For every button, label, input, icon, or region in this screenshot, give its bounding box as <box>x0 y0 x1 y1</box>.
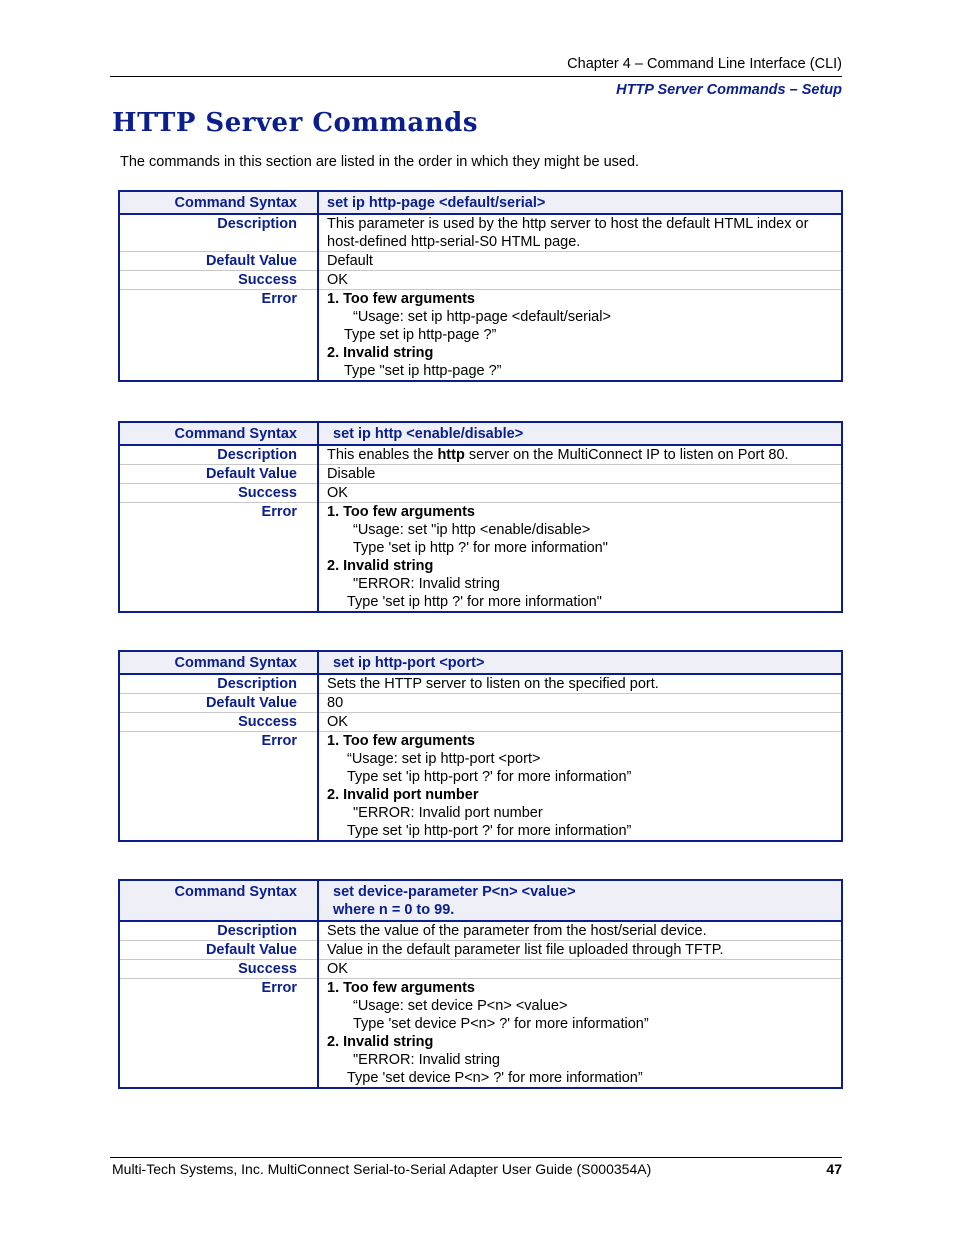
label-error: Error <box>119 732 318 842</box>
error-line: “Usage: set ip http-page <default/serial> <box>353 309 611 325</box>
label-default-value: Default Value <box>119 252 318 271</box>
command-syntax: set ip http-port <port> <box>318 651 842 674</box>
success-value: OK <box>318 484 842 503</box>
label-command-syntax: Command Syntax <box>119 651 318 674</box>
footer-text: Multi-Tech Systems, Inc. MultiConnect Serial-to-Serial Adapter User Guide (S000354A) <box>112 1161 652 1177</box>
error-line: “Usage: set "ip http <enable/disable> <box>353 522 591 538</box>
command-table-device-parameter <box>118 879 843 1089</box>
default-value: Disable <box>318 465 842 484</box>
error-item: 2. Invalid string <box>327 1034 434 1050</box>
error-line: Type set 'ip http-port ?' for more information” <box>347 823 632 839</box>
label-default-value: Default Value <box>119 465 318 484</box>
label-success: Success <box>119 484 318 503</box>
description-value <box>318 445 842 465</box>
error-line: “Usage: set device P<n> <value> <box>353 998 568 1014</box>
description-bold: http <box>437 447 465 463</box>
label-description: Description <box>119 921 318 941</box>
command-syntax <box>318 880 842 921</box>
label-error: Error <box>119 503 318 613</box>
intro-text: The commands in this section are listed in the order in which they might be used. <box>120 154 640 170</box>
label-command-syntax: Command Syntax <box>119 880 318 921</box>
header-chapter: Chapter 4 – Command Line Interface (CLI) <box>567 56 842 72</box>
label-default-value: Default Value <box>119 694 318 713</box>
label-command-syntax: Command Syntax <box>119 191 318 214</box>
page-number: 47 <box>826 1161 842 1177</box>
default-value: Value in the default parameter list file uploaded through TFTP. <box>318 941 842 960</box>
error-line: Type 'set ip http ?' for more information" <box>353 540 608 556</box>
error-line: Type 'set device P<n> ?' for more information” <box>347 1070 643 1086</box>
error-list <box>318 732 842 842</box>
header-rule <box>110 76 842 77</box>
label-error: Error <box>119 290 318 382</box>
description-value: This parameter is used by the http server to host the default HTML index or host-defined http-serial-S0 HTML page. <box>318 214 842 252</box>
error-line: Type "set ip http-page ?” <box>344 363 502 379</box>
description-text: server on the MultiConnect IP to listen on Port 80. <box>464 447 789 463</box>
error-item: 2. Invalid string <box>327 558 434 574</box>
error-line: Type set ip http-page ?” <box>344 327 497 343</box>
error-list <box>318 979 842 1089</box>
command-syntax-line: set device-parameter P<n> <value> <box>333 884 576 900</box>
command-syntax-line: where n = 0 to 99. <box>333 902 455 918</box>
command-syntax: set ip http <enable/disable> <box>318 422 842 445</box>
label-description: Description <box>119 445 318 465</box>
default-value: 80 <box>318 694 842 713</box>
description-text: This enables the <box>327 447 438 463</box>
error-line: "ERROR: Invalid string <box>353 576 500 592</box>
success-value: OK <box>318 960 842 979</box>
description-value: Sets the HTTP server to listen on the specified port. <box>318 674 842 694</box>
label-error: Error <box>119 979 318 1089</box>
label-description: Description <box>119 214 318 252</box>
command-table-http-port <box>118 650 843 842</box>
command-syntax: set ip http-page <default/serial> <box>318 191 842 214</box>
error-line: Type 'set device P<n> ?' for more information” <box>353 1016 649 1032</box>
error-line: "ERROR: Invalid port number <box>353 805 543 821</box>
error-item: 1. Too few arguments <box>327 291 475 307</box>
error-item: 1. Too few arguments <box>327 980 475 996</box>
label-command-syntax: Command Syntax <box>119 422 318 445</box>
error-item: 1. Too few arguments <box>327 504 475 520</box>
label-default-value: Default Value <box>119 941 318 960</box>
command-table-http-page <box>118 190 843 382</box>
label-success: Success <box>119 960 318 979</box>
error-item: 2. Invalid string <box>327 345 434 361</box>
error-line: "ERROR: Invalid string <box>353 1052 500 1068</box>
label-description: Description <box>119 674 318 694</box>
error-list <box>318 290 842 382</box>
description-value: Sets the value of the parameter from the host/serial device. <box>318 921 842 941</box>
header-section: HTTP Server Commands – Setup <box>616 82 842 98</box>
label-success: Success <box>119 713 318 732</box>
page-title: HTTP Server Commands <box>112 108 478 138</box>
error-line: Type 'set ip http ?' for more information" <box>347 594 602 610</box>
footer-rule <box>110 1157 842 1158</box>
error-list <box>318 503 842 613</box>
error-line: “Usage: set ip http-port <port> <box>347 751 541 767</box>
default-value: Default <box>318 252 842 271</box>
success-value: OK <box>318 713 842 732</box>
label-success: Success <box>119 271 318 290</box>
command-table-http <box>118 421 843 613</box>
error-line: Type set 'ip http-port ?' for more information” <box>347 769 632 785</box>
error-item: 2. Invalid port number <box>327 787 479 803</box>
error-item: 1. Too few arguments <box>327 733 475 749</box>
success-value: OK <box>318 271 842 290</box>
